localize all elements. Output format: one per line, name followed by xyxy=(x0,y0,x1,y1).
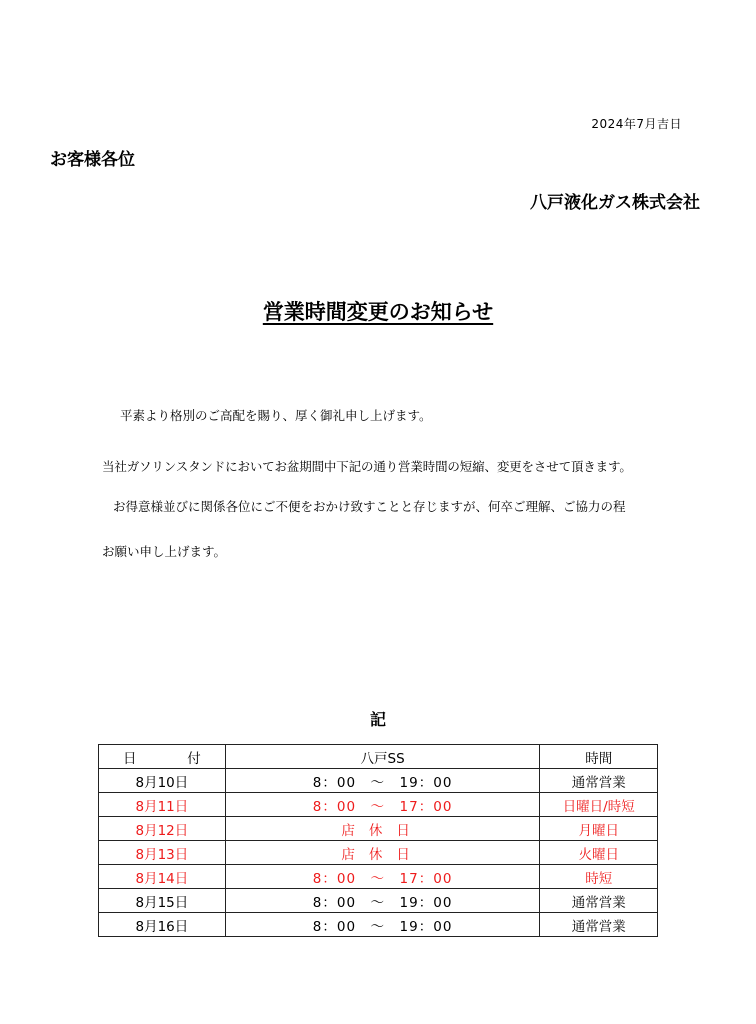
schedule-table xyxy=(98,744,658,937)
cell-hours: 8：00 ～ 19：00 xyxy=(225,913,540,937)
column-header-note: 時間 xyxy=(540,745,658,769)
column-header-date-part: 日 xyxy=(123,750,137,767)
table-row xyxy=(99,889,658,913)
page-title-text: 営業時間変更のお知らせ xyxy=(262,300,494,324)
cell-hours: 8：00 ～ 19：00 xyxy=(225,769,540,793)
cell-note: 月曜日 xyxy=(540,817,658,841)
cell-date: 8月15日 xyxy=(99,889,226,913)
body-paragraph: お得意様並びに関係各位にご不便をおかけ致すことと存じますが、何卒ご理解、ご協力の程 xyxy=(113,499,626,514)
recipient: お客様各位 xyxy=(50,150,135,170)
column-header-station: 八戸SS xyxy=(225,745,540,769)
cell-hours: 8：00 ～ 17：00 xyxy=(225,793,540,817)
cell-hours: 8：00 ～ 17：00 xyxy=(225,865,540,889)
cell-hours: 店休日 xyxy=(225,841,540,865)
table-header-row xyxy=(99,745,658,769)
table-row xyxy=(99,865,658,889)
cell-date: 8月14日 xyxy=(99,865,226,889)
notice-heading: 記 xyxy=(369,710,386,729)
cell-hours: 店休日 xyxy=(225,817,540,841)
body-paragraph: 平素より格別のご高配を賜り、厚く御礼申し上げます。 xyxy=(120,408,432,423)
column-header-date xyxy=(99,745,226,769)
sender-company: 八戸液化ガス株式会社 xyxy=(530,193,700,213)
document-date: 2024年7月吉日 xyxy=(591,117,682,131)
cell-note: 通常営業 xyxy=(540,889,658,913)
body-paragraph: 当社ガソリンスタンドにおいてお盆期間中下記の通り営業時間の短縮、変更をさせて頂きます。 xyxy=(102,459,632,474)
cell-hours: 8：00 ～ 19：00 xyxy=(225,889,540,913)
page-title xyxy=(0,296,756,326)
table-row xyxy=(99,841,658,865)
table-row xyxy=(99,769,658,793)
cell-date: 8月16日 xyxy=(99,913,226,937)
table-row xyxy=(99,913,658,937)
cell-date: 8月13日 xyxy=(99,841,226,865)
cell-note: 火曜日 xyxy=(540,841,658,865)
column-header-date-part: 付 xyxy=(187,750,201,767)
cell-note: 日曜日/時短 xyxy=(540,793,658,817)
cell-note: 通常営業 xyxy=(540,769,658,793)
body-paragraph: お願い申し上げます。 xyxy=(102,544,227,559)
cell-note: 時短 xyxy=(540,865,658,889)
table-row xyxy=(99,793,658,817)
table-row xyxy=(99,817,658,841)
cell-date: 8月12日 xyxy=(99,817,226,841)
cell-note: 通常営業 xyxy=(540,913,658,937)
cell-date: 8月10日 xyxy=(99,769,226,793)
cell-date: 8月11日 xyxy=(99,793,226,817)
schedule-body xyxy=(99,769,658,937)
